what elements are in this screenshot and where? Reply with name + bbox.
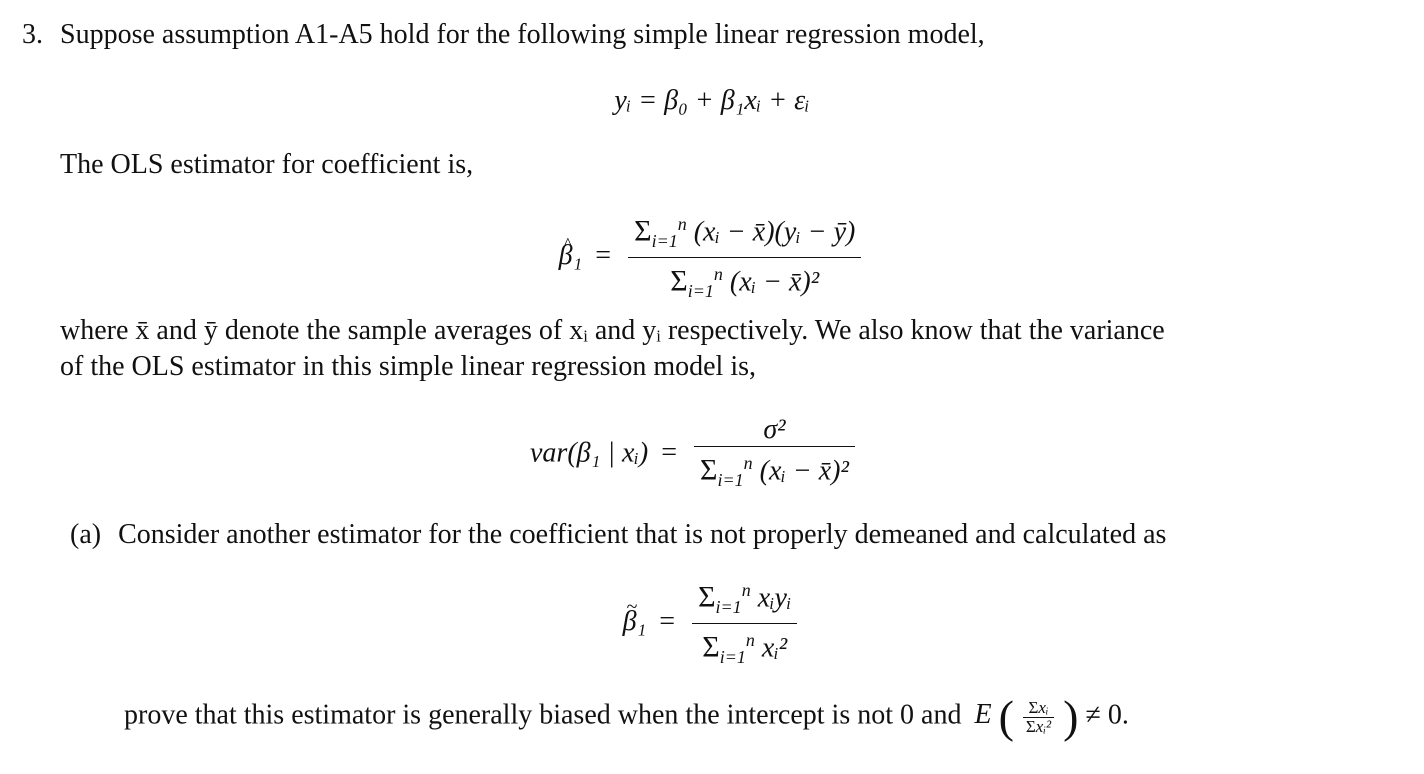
ols-fraction: $\frac{\Sigma_{i=1}^n (xᵢ - x̄)(yᵢ - ȳ)}{\Sigma_{i=1}^n (xᵢ - x̄)^2}$	[628, 208, 861, 307]
ols-estimator-equation: ^ β₁ = $\frac{\Sigma_{i=1}^n (xᵢ - x̄)(yᵢ - ȳ)}{\Sigma_{i=1}^n (xᵢ - x̄)^2}$	[0, 208, 1424, 307]
problem-number: 3.	[22, 19, 43, 50]
part-a-line	[70, 518, 1166, 552]
problem-intro: Suppose assumption A1-A5 hold for the following simple linear regression model,	[60, 19, 985, 50]
variance-equation: var(β₁ | xᵢ) = $\frac{\text{σ²}}{\Sigma_{i=1}^n (xᵢ - x̄)^2}$	[530, 414, 859, 496]
model-equation: yᵢ = β₀ + β₁xᵢ + εᵢ	[614, 85, 810, 116]
beta-hat: ^ β₁	[559, 239, 583, 273]
expectation-symbol: E	[974, 699, 992, 731]
ols-denominator: (xᵢ − x̄)²	[729, 266, 820, 298]
alt-numerator: xᵢyᵢ	[757, 582, 792, 614]
part-a-label: (a)	[70, 519, 102, 550]
variance-fraction: $\frac{\text{σ²}}{\Sigma_{i=1}^n (xᵢ - x̄)^2}$	[694, 414, 855, 496]
prove-text: prove that this estimator is generally biased when the intercept is not 0 and	[124, 699, 962, 731]
variance-denominator: (xᵢ − x̄)²	[759, 455, 849, 487]
prove-end: ≠ 0.	[1085, 699, 1129, 731]
alt-denominator: xᵢ²	[761, 632, 788, 664]
where-line-2: of the OLS estimator in this simple linear regression model is,	[60, 351, 756, 382]
alt-estimator-equation: ~ β₁ = $\frac{\Sigma_{i=1}^n xᵢyᵢ}{\Sigma_{i=1}^n xᵢ^2}$	[0, 574, 1424, 673]
beta-tilde: ~ β₁	[623, 605, 647, 639]
alt-fraction: $\frac{\Sigma_{i=1}^n xᵢyᵢ}{\Sigma_{i=1}^n xᵢ^2}$	[692, 574, 797, 673]
problem-intro-line	[22, 18, 985, 52]
right-paren-icon: )	[1063, 691, 1079, 742]
expectation-fraction: $\frac{\text{Σxᵢ}}{\text{Σxᵢ²}}$	[1023, 699, 1054, 736]
ols-numerator: (xᵢ − x̄)(yᵢ − ȳ)	[693, 216, 856, 248]
left-paren-icon: (	[998, 691, 1014, 742]
sum-icon: Σ	[634, 214, 652, 248]
part-a-text: Consider another estimator for the coefficient that is not properly demeaned and calculated as	[118, 519, 1167, 550]
ols-intro: The OLS estimator for coefficient is,	[60, 149, 474, 180]
prove-line	[124, 691, 1129, 742]
where-line-1: where x̄ and ȳ denote the sample averages of xᵢ and yᵢ respectively. We also know that the variance	[60, 315, 1165, 346]
variance-lhs: var(β₁ | xᵢ)	[530, 437, 649, 469]
